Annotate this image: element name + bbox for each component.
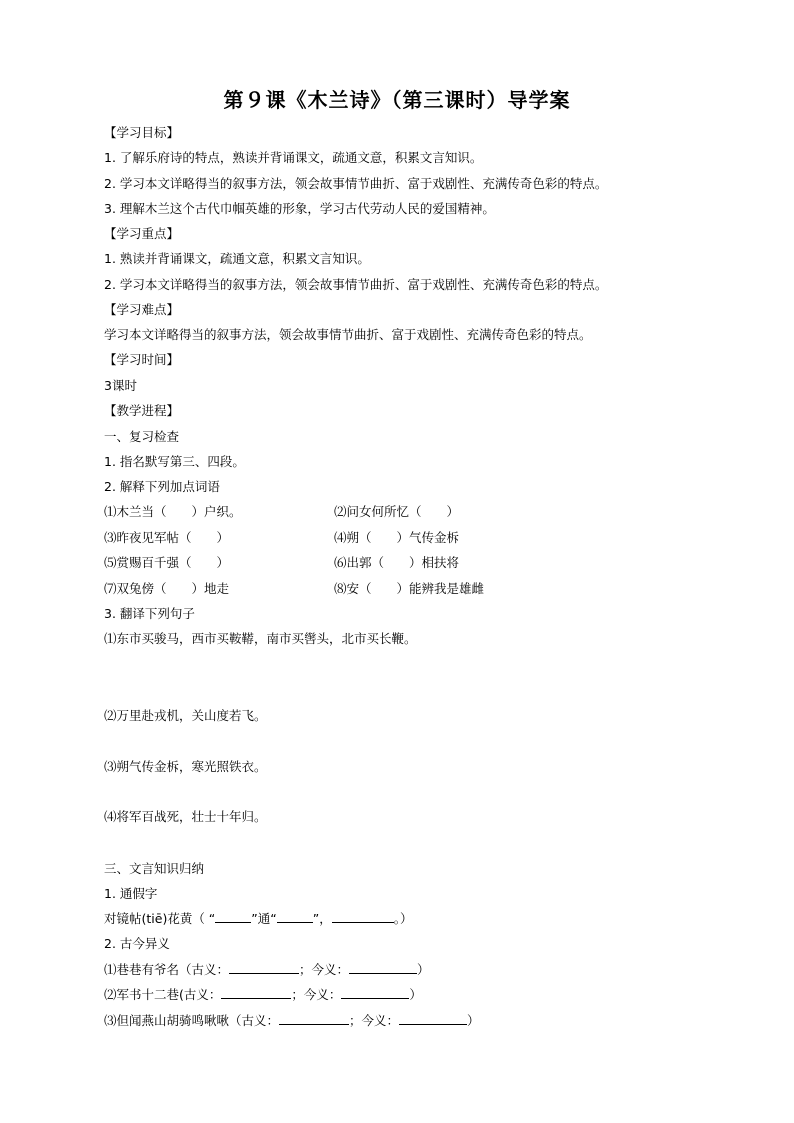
sentence-item: ⑷将军百战死，壮士十年归。 — [104, 809, 267, 824]
word-item: ⑺双兔傍（ ）地走 — [104, 581, 230, 596]
word-item: ⑻安（ ）能辨我是雄雌 — [334, 581, 485, 596]
study-time-heading: 【学习时间】 — [104, 352, 180, 367]
key-point-item: 2. 学习本文详略得当的叙事方法，领会故事情节曲折、富于戏剧性、充满传奇色彩的特点。 — [104, 277, 608, 292]
tongjia-prefix: 对镜帖(tiē)花黄（ “ — [104, 911, 216, 926]
tongjia-mid: ”通“ — [251, 911, 277, 926]
task-2: 2. 解释下列加点词语 — [104, 479, 220, 494]
answer-blank[interactable] — [229, 961, 299, 974]
answer-blank[interactable] — [277, 910, 313, 923]
word-item: ⑷朔（ ）气传金柝 — [334, 530, 460, 545]
difficulties-text: 学习本文详略得当的叙事方法，领会故事情节曲折、富于戏剧性、充满传奇色彩的特点。 — [104, 327, 592, 342]
answer-blank[interactable] — [221, 986, 291, 999]
answer-blank[interactable] — [215, 910, 251, 923]
objectives-heading: 【学习目标】 — [104, 125, 180, 140]
objective-item: 3. 理解木兰这个古代巾帼英雄的形象，学习古代劳动人民的爱国精神。 — [104, 201, 495, 216]
gujin-end: ） — [417, 962, 430, 977]
difficulties-heading: 【学习难点】 — [104, 302, 180, 317]
word-item: ⑶昨夜见军帖（ ） — [104, 530, 230, 545]
word-item: ⑵问女何所忆（ ） — [334, 504, 460, 519]
answer-blank[interactable] — [349, 961, 417, 974]
key-point-item: 1. 熟读并背诵课文，疏通文意，积累文言知识。 — [104, 251, 370, 266]
gujin-prefix: ⑵军书十二巷(古义： — [104, 987, 222, 1002]
study-time-text: 3课时 — [104, 378, 137, 393]
subsection-gujin: 2. 古今异义 — [104, 936, 170, 951]
gujin-mid: ；今义： — [291, 987, 342, 1002]
gujin-end: ） — [409, 987, 422, 1002]
answer-blank[interactable] — [279, 1012, 349, 1025]
key-points-heading: 【学习重点】 — [104, 226, 180, 241]
page-title: 第９课《木兰诗》（第三课时）导学案 — [223, 88, 571, 112]
process-heading: 【教学进程】 — [104, 403, 180, 418]
gujin-item — [104, 961, 430, 979]
objective-item: 2. 学习本文详略得当的叙事方法，领会故事情节曲折、富于戏剧性、充满传奇色彩的特点。 — [104, 176, 608, 191]
word-item: ⑴木兰当（ ）户织。 — [104, 504, 242, 519]
task-3: 3. 翻译下列句子 — [104, 606, 195, 621]
section-1-heading: 一、复习检查 — [104, 429, 180, 444]
objective-item: 1. 了解乐府诗的特点，熟读并背诵课文，疏通文意，积累文言知识。 — [104, 150, 483, 165]
sentence-item: ⑵万里赴戎机，关山度若飞。 — [104, 708, 267, 723]
answer-blank[interactable] — [399, 1012, 467, 1025]
tongjia-mid2: ”， — [312, 911, 332, 926]
gujin-prefix: ⑶但闻燕山胡骑鸣啾啾（古义： — [104, 1013, 280, 1028]
gujin-mid: ；今义： — [349, 1013, 400, 1028]
gujin-prefix: ⑴巷巷有爷名（古义： — [104, 962, 230, 977]
section-3-heading: 三、文言知识归纳 — [104, 861, 205, 876]
gujin-item — [104, 1012, 480, 1030]
answer-blank[interactable] — [341, 986, 409, 999]
subsection-tongjia: 1. 通假字 — [104, 886, 158, 901]
gujin-item — [104, 986, 422, 1004]
sentence-item: ⑶朔气传金柝，寒光照铁衣。 — [104, 759, 267, 774]
sentence-item: ⑴东市买骏马，西市买鞍鞯，南市买辔头，北市买长鞭。 — [104, 631, 417, 646]
gujin-end: ） — [467, 1013, 480, 1028]
word-item: ⑸赏赐百千强（ ） — [104, 555, 230, 570]
tongjia-end: 。） — [393, 911, 413, 926]
tongjia-item — [104, 910, 412, 928]
gujin-mid: ；今义： — [299, 962, 350, 977]
task-1: 1. 指名默写第三、四段。 — [104, 454, 245, 469]
answer-blank[interactable] — [332, 910, 394, 923]
word-item: ⑹出郭（ ）相扶将 — [334, 555, 460, 570]
